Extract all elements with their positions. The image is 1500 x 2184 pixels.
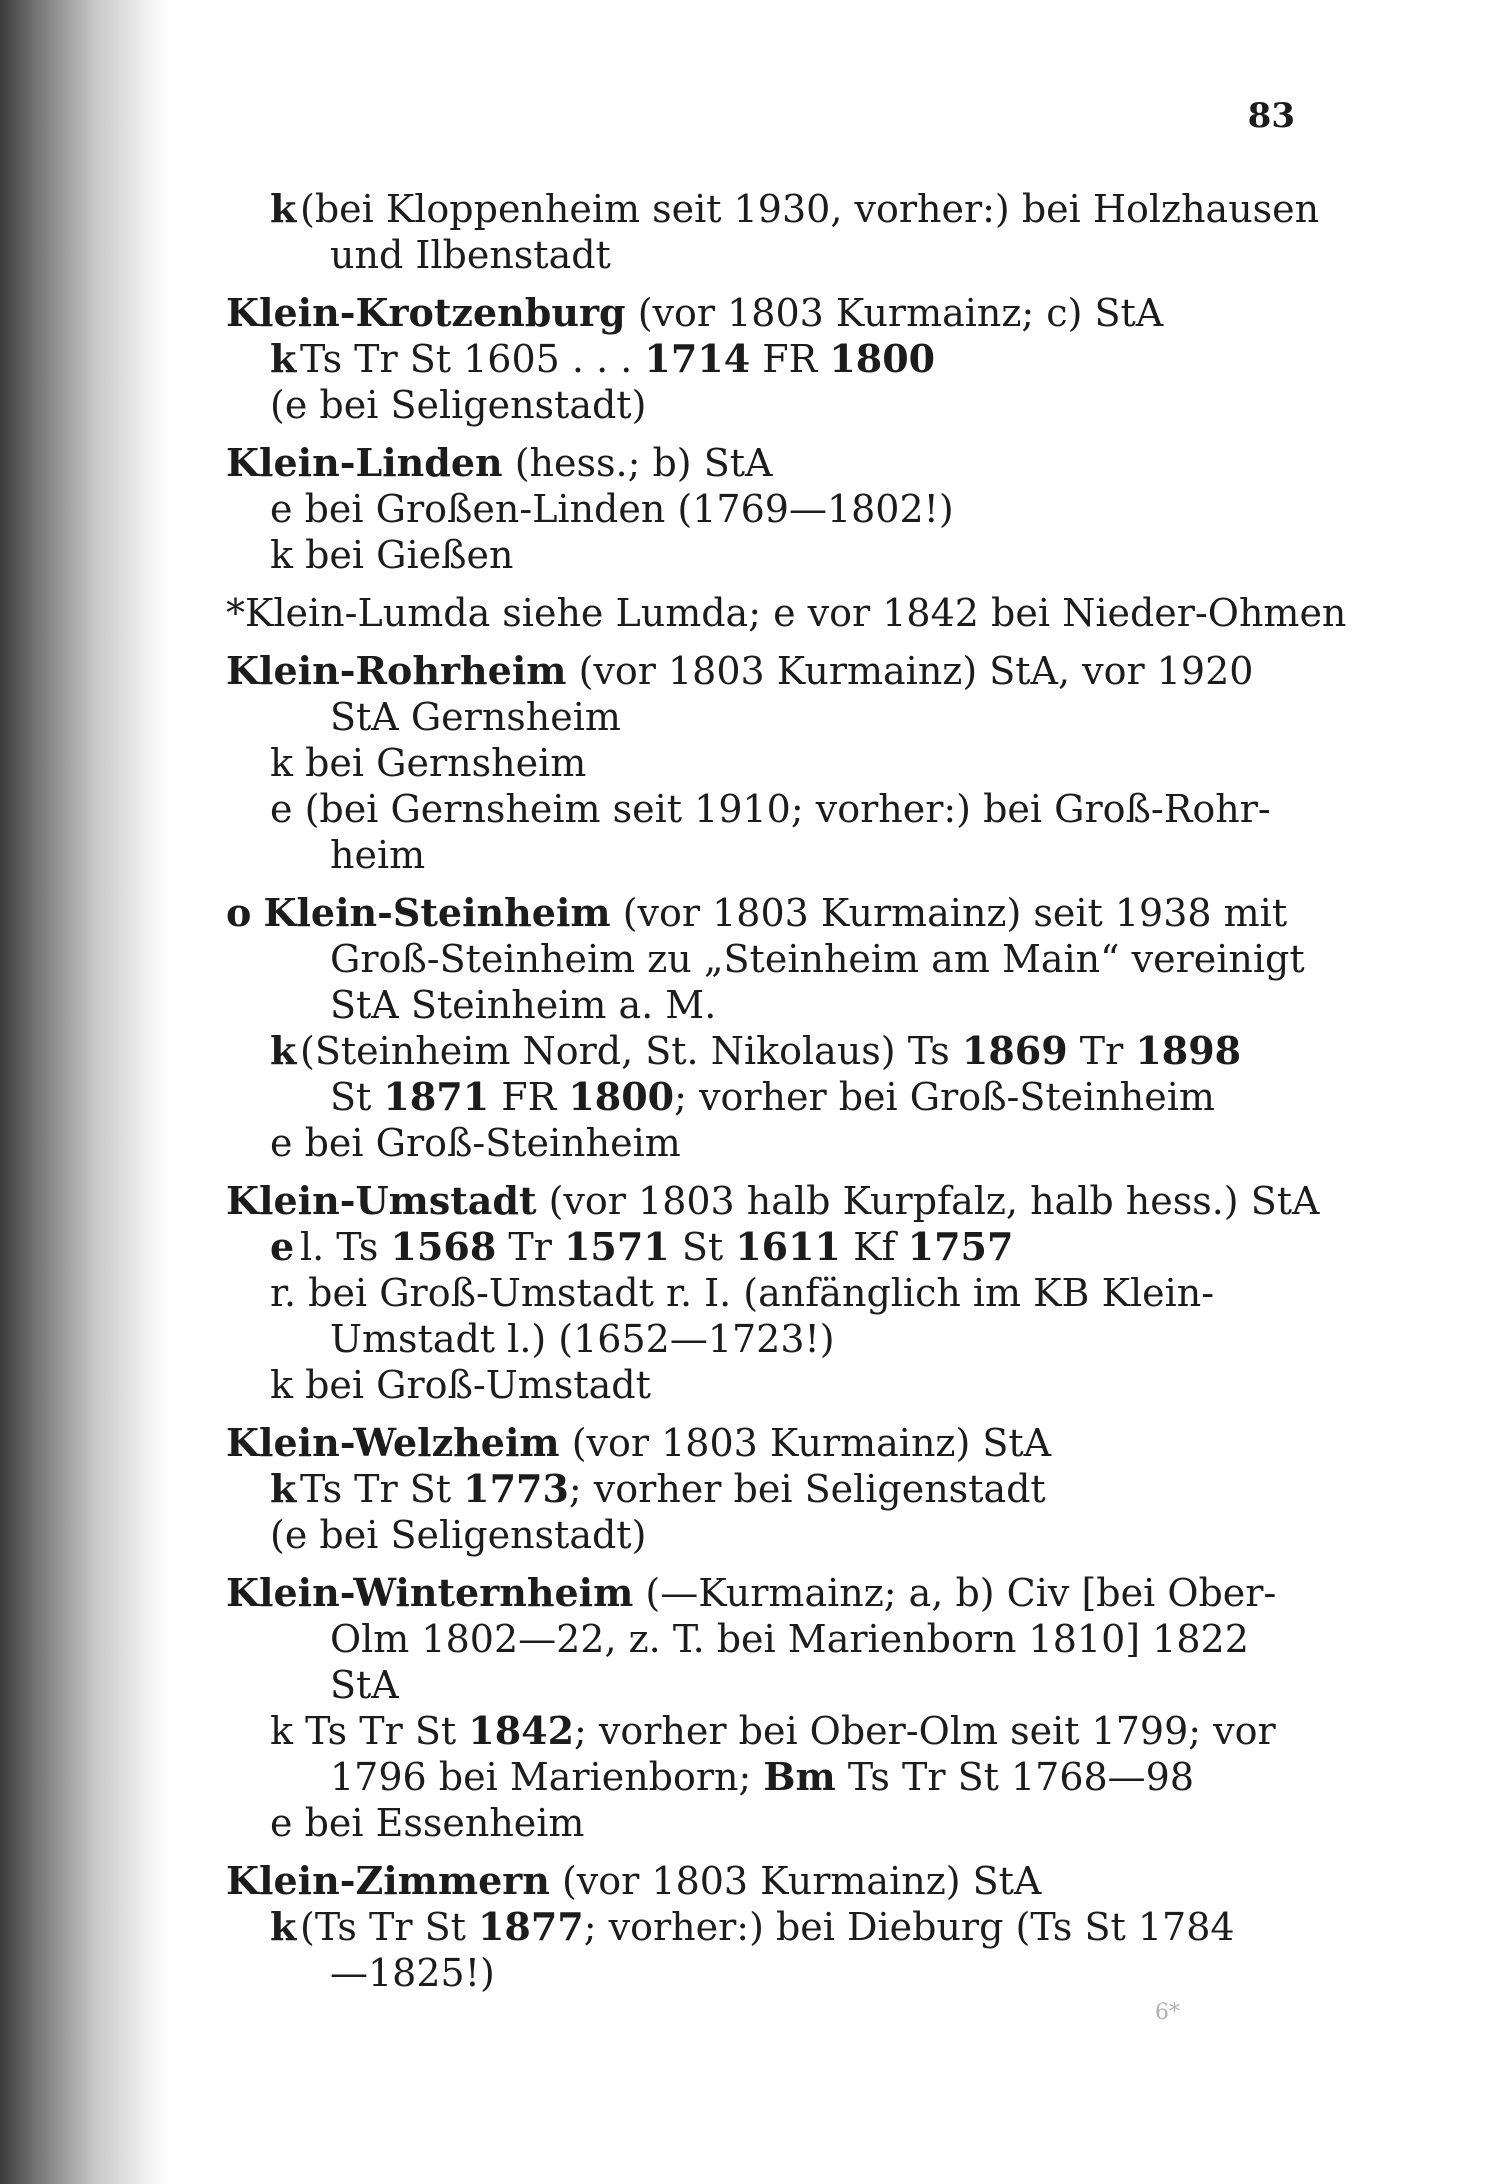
entry-line: Umstadt l.) (1652—1723!) bbox=[330, 1317, 835, 1361]
headword: Klein-Linden bbox=[226, 440, 503, 485]
entry-line: —1825!) bbox=[330, 1951, 495, 1995]
entry-text: (—Kurmainz; a, b) Civ [bei Ober- bbox=[645, 1571, 1277, 1615]
entry-text: (vor 1803 Kurmainz) seit 1938 mit bbox=[622, 891, 1288, 935]
year-bold: 1869 bbox=[961, 1028, 1068, 1073]
entry-line: k bei Gernsheim bbox=[270, 741, 587, 785]
headword: Klein-Rohrheim bbox=[226, 648, 567, 693]
entry-klein-zimmern bbox=[226, 1858, 1291, 1996]
entry-text: (Ts Tr St bbox=[300, 1905, 466, 1949]
entry-text: Tr bbox=[508, 1225, 552, 1269]
entry-text: (vor 1803 Kurmainz) StA, vor 1920 bbox=[578, 649, 1254, 693]
year-bold: 1898 bbox=[1135, 1028, 1242, 1073]
entry-line bbox=[226, 890, 1291, 936]
entry-line bbox=[226, 290, 1291, 336]
symbol-k: k bbox=[270, 1028, 297, 1073]
entry-line bbox=[226, 186, 1320, 232]
year-bold: 1568 bbox=[390, 1224, 497, 1269]
entry-line bbox=[226, 1754, 1291, 1800]
entry-text: (vor 1803 halb Kurpfalz, halb hess.) StA bbox=[548, 1179, 1320, 1223]
entry-klein-krotzenburg bbox=[226, 290, 1291, 428]
symbol-k: k bbox=[270, 186, 297, 231]
entry-klein-steinheim bbox=[226, 890, 1305, 1166]
symbol-k: k bbox=[270, 336, 297, 381]
headword: Klein-Krotzenburg bbox=[226, 290, 626, 335]
entry-text: FR bbox=[501, 1075, 557, 1119]
entry-text: Ts Tr St 1768—98 bbox=[847, 1755, 1195, 1799]
entry-line bbox=[226, 1466, 1291, 1512]
entry-line bbox=[226, 1858, 1291, 1904]
entry-line: r. bei Groß-Umstadt r. I. (anfänglich im KB Klein- bbox=[270, 1271, 1215, 1315]
headword: Klein-Zimmern bbox=[226, 1858, 550, 1903]
symbol-e: e bbox=[270, 1224, 295, 1269]
entry-line: k bei Gießen bbox=[270, 533, 514, 577]
year-bold: 1773 bbox=[463, 1466, 569, 1511]
entry-line: *Klein-Lumda siehe Lumda; e vor 1842 bei Nieder-Ohmen bbox=[226, 591, 1347, 635]
headword: Klein-Winternheim bbox=[226, 1570, 634, 1615]
entry-klein-welzheim bbox=[226, 1420, 1291, 1558]
entry-text: Ts Tr St bbox=[300, 1467, 452, 1511]
abbrev-bold: Bm bbox=[763, 1754, 836, 1799]
entry-line: StA Gernsheim bbox=[330, 695, 621, 739]
entry-line: StA Steinheim a. M. bbox=[330, 983, 717, 1027]
entry-text: (bei Kloppenheim seit 1930, vorher:) bei Holzhausen bbox=[300, 187, 1320, 231]
entry-line: e bei Großen-Linden (1769—1802!) bbox=[270, 487, 954, 531]
entry-text: Ts Tr St 1605 . . . bbox=[300, 337, 633, 381]
entry-line: e bei Essenheim bbox=[270, 1801, 585, 1845]
entry-line bbox=[226, 1420, 1291, 1466]
entry-text: (Steinheim Nord, St. Nikolaus) Ts bbox=[300, 1029, 950, 1073]
entry-line: (e bei Seligenstadt) bbox=[270, 383, 647, 427]
entry-line: k bei Groß-Umstadt bbox=[270, 1363, 651, 1407]
symbol-k: k bbox=[270, 1904, 297, 1949]
entry-line: e (bei Gernsheim seit 1910; vorher:) bei Groß-Rohr- bbox=[270, 787, 1271, 831]
entry-text: St bbox=[681, 1225, 724, 1269]
page-number: 83 bbox=[1247, 96, 1295, 136]
entry-text: (hess.; b) StA bbox=[514, 441, 773, 485]
headword: Klein-Umstadt bbox=[226, 1178, 537, 1223]
headword: Klein-Steinheim bbox=[263, 890, 611, 935]
entry-text: ; vorher bei Ober-Olm seit 1799; vor bbox=[574, 1709, 1276, 1753]
entry-line: heim bbox=[330, 833, 426, 877]
entry-text: (vor 1803 Kurmainz) StA bbox=[571, 1421, 1052, 1465]
entry-text: ; vorher:) bei Dieburg (Ts St 1784 bbox=[583, 1905, 1235, 1949]
entry-klein-umstadt bbox=[226, 1178, 1320, 1408]
entry-text: 1796 bei Marienborn; bbox=[330, 1755, 752, 1799]
entry-text: ; vorher bei Seligenstadt bbox=[568, 1467, 1046, 1511]
signature-mark: 6* bbox=[1155, 2000, 1180, 2025]
entry-klein-lumda bbox=[226, 590, 1347, 636]
entry-klein-linden bbox=[226, 440, 1291, 578]
page-binding-shadow bbox=[0, 0, 170, 2184]
entry-text: St bbox=[330, 1075, 372, 1119]
entry-line: e bei Groß-Steinheim bbox=[270, 1121, 681, 1165]
entry-line bbox=[226, 1028, 1291, 1074]
entry-line: Olm 1802—22, z. T. bei Marienborn 1810] 1822 bbox=[330, 1617, 1249, 1661]
year-bold: 1800 bbox=[829, 336, 936, 381]
entry-line bbox=[226, 1904, 1291, 1950]
entry-line bbox=[226, 1708, 1291, 1754]
year-bold: 1800 bbox=[568, 1074, 675, 1119]
entry-text: l. Ts bbox=[300, 1225, 379, 1269]
entry-line bbox=[226, 1178, 1320, 1224]
entry-line bbox=[226, 440, 1291, 486]
year-bold: 1757 bbox=[907, 1224, 1014, 1269]
year-bold: 1571 bbox=[563, 1224, 670, 1269]
entry-line bbox=[226, 1570, 1291, 1616]
symbol-k: k bbox=[270, 1466, 297, 1511]
entry-line: StA bbox=[330, 1663, 399, 1707]
entry-text: FR bbox=[762, 337, 818, 381]
entry-text: Tr bbox=[1079, 1029, 1124, 1073]
year-bold: 1611 bbox=[735, 1224, 841, 1269]
entry-text: ; vorher bei Groß-Steinheim bbox=[674, 1075, 1215, 1119]
year-bold: 1877 bbox=[477, 1904, 584, 1949]
entry-text: (vor 1803 Kurmainz; c) StA bbox=[637, 291, 1164, 335]
entry-kloppenheim-continuation bbox=[226, 186, 1320, 278]
headword: Klein-Welzheim bbox=[226, 1420, 560, 1465]
year-bold: 1714 bbox=[644, 336, 751, 381]
symbol-o: o bbox=[226, 890, 252, 935]
register-content bbox=[226, 186, 1347, 2008]
entry-klein-winternheim bbox=[226, 1570, 1291, 1846]
year-bold: 1842 bbox=[468, 1708, 575, 1753]
entry-line bbox=[226, 1074, 1291, 1120]
entry-line: (e bei Seligenstadt) bbox=[270, 1513, 647, 1557]
entry-line: und Ilbenstadt bbox=[330, 233, 611, 277]
entry-text: Kf bbox=[853, 1225, 896, 1269]
entry-line: Groß-Steinheim zu „Steinheim am Main“ vereinigt bbox=[330, 937, 1305, 981]
entry-text: k Ts Tr St bbox=[270, 1709, 457, 1753]
entry-line bbox=[226, 336, 1291, 382]
entry-line bbox=[226, 1224, 1291, 1270]
entry-text: (vor 1803 Kurmainz) StA bbox=[561, 1859, 1042, 1903]
year-bold: 1871 bbox=[383, 1074, 490, 1119]
entry-line bbox=[226, 648, 1291, 694]
entry-klein-rohrheim bbox=[226, 648, 1291, 878]
